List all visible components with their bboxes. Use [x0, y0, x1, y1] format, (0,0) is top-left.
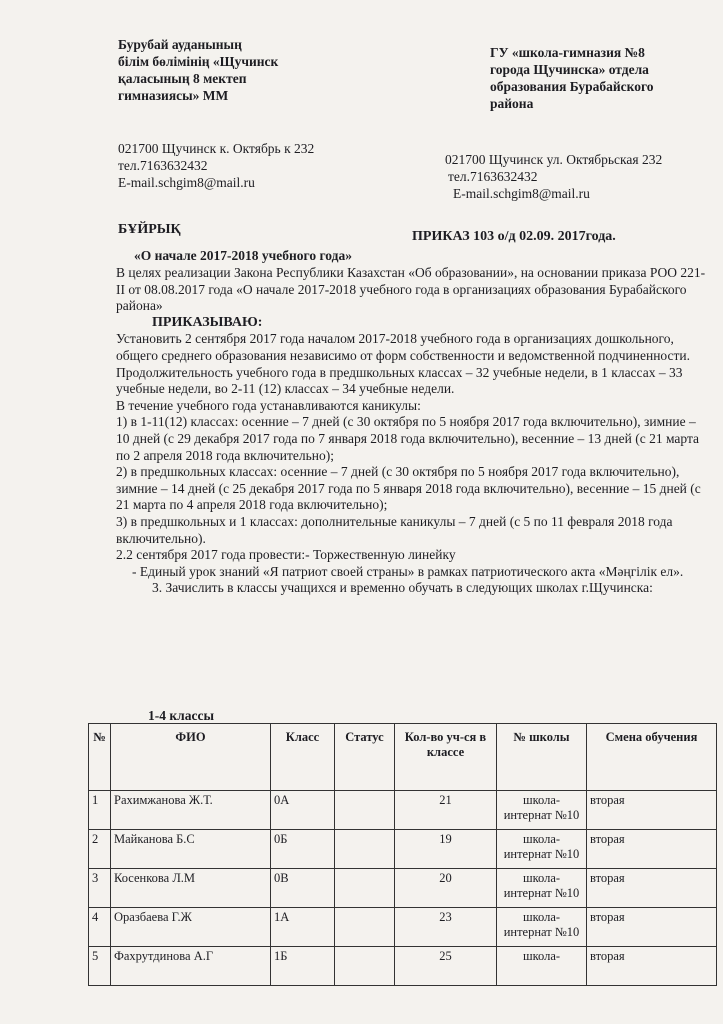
- paragraph: 1) в 1-11(12) классах: осенние – 7 дней (с 30 октября по 5 ноября 2017 года включительно), зимние – 10 дней (с 29 декабря 2017 года по 7 января 2018 года включительно), весенние – 13 дней (с 21 марта по 2 апреля 2018 года включительно);: [116, 414, 700, 463]
- ru-phone: тел.7163632432: [448, 169, 538, 184]
- table-row: [89, 869, 717, 908]
- intro-paragraph: В целях реализации Закона Республики Казахстан «Об образовании», на основании приказа РОО 221-II от 08.08.2017 года «О начале 2017-2018 учебного года в организациях образования Бурабайского района»: [116, 265, 706, 314]
- ru-email: E-mail.schgim8@mail.ru: [453, 186, 590, 201]
- cell-class: 1А: [271, 908, 335, 947]
- cell-count: 21: [395, 791, 497, 830]
- cell-number: 3: [89, 869, 111, 908]
- cell-name: Фахрутдинова А.Г: [111, 947, 271, 986]
- col-header: Статус: [335, 724, 395, 791]
- ru-org-line: образования Бурабайского: [490, 79, 654, 94]
- table-header-row: [89, 724, 717, 791]
- col-header: Кол-во уч-ся в классе: [395, 724, 497, 791]
- paragraph: Установить 2 сентября 2017 года началом 2017-2018 учебного года в организациях дошкольного, общего среднего образования независимо от форм собственности и ведомственной подчиненности.: [116, 331, 691, 363]
- cell-number: 5: [89, 947, 111, 986]
- col-header: № школы: [497, 724, 587, 791]
- cell-status: [335, 908, 395, 947]
- ru-org-line: города Щучинска» отдела: [490, 62, 649, 77]
- cell-shift: вторая: [587, 947, 717, 986]
- ru-org-line: района: [490, 96, 534, 111]
- cell-status: [335, 869, 395, 908]
- cell-number: 4: [89, 908, 111, 947]
- table-row: [89, 791, 717, 830]
- paragraph: 2.2 сентября 2017 года провести:- Торжественную линейку: [116, 547, 456, 563]
- cell-school: школа-интернат №10: [497, 908, 587, 947]
- cell-shift: вторая: [587, 908, 717, 947]
- cell-shift: вторая: [587, 791, 717, 830]
- table-row: [89, 947, 717, 986]
- cell-class: 0В: [271, 869, 335, 908]
- cell-school: школа-: [497, 947, 587, 986]
- kz-phone: тел.7163632432: [118, 158, 208, 173]
- cell-class: 1Б: [271, 947, 335, 986]
- cell-school: школа-интернат №10: [497, 869, 587, 908]
- cell-name: Майканова Б.С: [111, 830, 271, 869]
- kz-org-line: Бурубай ауданының: [118, 37, 242, 52]
- table-row: [89, 830, 717, 869]
- kz-org-line: қаласының 8 мектеп: [118, 71, 247, 86]
- kz-address-block: [118, 140, 314, 191]
- cell-count: 25: [395, 947, 497, 986]
- kz-org-line: білім бөлімінің «Щучинск: [118, 54, 279, 69]
- col-header: ФИО: [111, 724, 271, 791]
- cell-class: 0А: [271, 791, 335, 830]
- kz-org-header: [118, 36, 378, 104]
- cell-school: школа-интернат №10: [497, 791, 587, 830]
- cell-status: [335, 947, 395, 986]
- kz-email: E-mail.schgim8@mail.ru: [118, 175, 255, 190]
- kz-org-line: гимназиясы» ММ: [118, 88, 229, 103]
- ru-address: 021700 Щучинск ул. Октябрьская 232: [445, 152, 663, 167]
- order-body: [116, 265, 706, 597]
- grade-heading: 1-4 классы: [148, 708, 214, 723]
- col-header: №: [89, 724, 111, 791]
- cell-number: 1: [89, 791, 111, 830]
- cell-name: Оразбаева Г.Ж: [111, 908, 271, 947]
- cell-count: 23: [395, 908, 497, 947]
- col-header: Смена обучения: [587, 724, 717, 791]
- enrollment-table: [88, 723, 717, 986]
- ru-org-header: [490, 44, 715, 112]
- ru-org-line: ГУ «школа-гимназия №8: [490, 45, 645, 60]
- cell-shift: вторая: [587, 869, 717, 908]
- paragraph: 3. Зачислить в классы учащихся и временно обучать в следующих школах г.Щучинска:: [152, 580, 653, 596]
- cell-status: [335, 830, 395, 869]
- paragraph: 2) в предшкольных классах: осенние – 7 дней (с 30 октября по 5 ноября 2017 года включительно), зимние – 14 дней (с 25 декабря 2017 года по 5 января 2018 года включительно), весенние – 15 дней (с 21 марта по 4 апреля 2018 года включительно);: [116, 464, 701, 513]
- ru-address-block: [445, 151, 662, 202]
- kz-order-title: БҰЙРЫҚ: [118, 222, 181, 237]
- cell-school: школа-интернат №10: [497, 830, 587, 869]
- ru-order-title: ПРИКАЗ 103 о/д 02.09. 2017года.: [412, 229, 616, 244]
- cell-count: 20: [395, 869, 497, 908]
- paragraph: - Единый урок знаний «Я патриот своей страны» в рамках патриотического акта «Мәңгілік ел».: [132, 563, 684, 579]
- cell-count: 19: [395, 830, 497, 869]
- cell-number: 2: [89, 830, 111, 869]
- cell-name: Косенкова Л.М: [111, 869, 271, 908]
- paragraph: 3) в предшкольных и 1 классах: дополнительные каникулы – 7 дней (с 5 по 11 февраля 2018 года включительно).: [116, 513, 673, 546]
- cell-status: [335, 791, 395, 830]
- table-row: [89, 908, 717, 947]
- kz-address: 021700 Щучинск к. Октябрь к 232: [118, 141, 315, 156]
- col-header: Класс: [271, 724, 335, 791]
- cell-class: 0Б: [271, 830, 335, 869]
- paragraph: В течение учебного года устанавливаются каникулы:: [116, 397, 421, 413]
- paragraph: Продолжительность учебного года в предшкольных классах – 32 учебные недели, в 1 классах – 33 учебные недели, во 2-11 (12) классах – 34 учебные недели.: [116, 364, 683, 397]
- cell-name: Рахимжанова Ж.Т.: [111, 791, 271, 830]
- cell-shift: вторая: [587, 830, 717, 869]
- order-subject: «О начале 2017-2018 учебного года»: [134, 248, 352, 263]
- order-word: ПРИКАЗЫВАЮ:: [152, 314, 263, 330]
